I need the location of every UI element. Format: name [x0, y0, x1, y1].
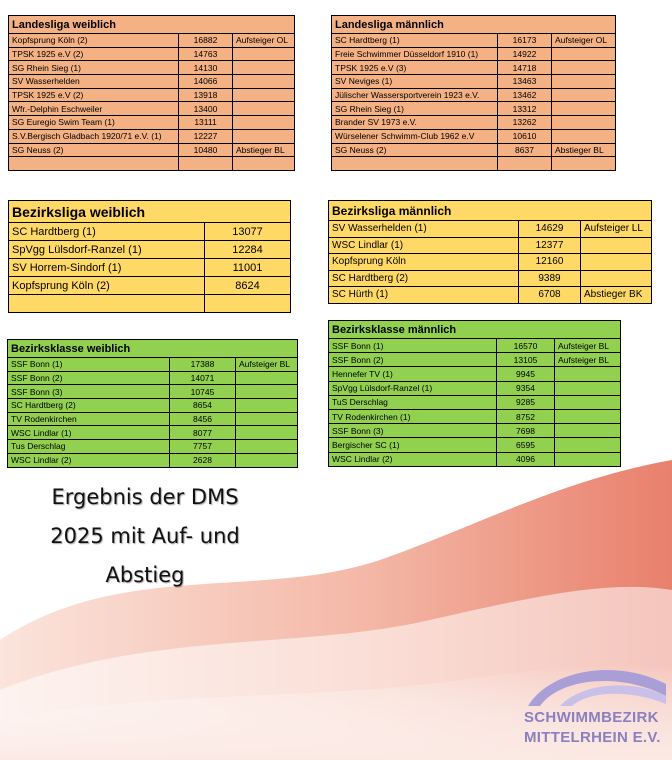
cell-note	[581, 254, 652, 271]
cell-note	[233, 157, 295, 171]
table-row	[9, 241, 291, 259]
cell-team: WSC Lindlar (2)	[329, 452, 497, 466]
table-title: Bezirksliga weiblich	[9, 201, 291, 223]
cell-points: 9285	[497, 395, 555, 409]
cell-points: 9389	[519, 270, 581, 287]
cell-points: 14071	[170, 371, 236, 385]
table-title-row	[329, 201, 652, 221]
cell-points: 13462	[498, 88, 552, 102]
cell-team: SpVgg Lülsdorf-Ranzel (1)	[9, 241, 205, 259]
cell-team: Hennefer TV (1)	[329, 367, 497, 381]
cell-note	[552, 61, 616, 75]
table-row	[8, 371, 298, 385]
cell-note	[233, 129, 295, 143]
cell-points: 7757	[170, 440, 236, 454]
table-row	[9, 34, 295, 48]
cell-team: SG Neuss (2)	[9, 143, 179, 157]
cell-team: SC Hardtberg (1)	[9, 223, 205, 241]
logo-line-1: SCHWIMMBEZIRK	[524, 709, 659, 726]
headline	[20, 478, 270, 595]
table-row	[329, 438, 621, 452]
table-row	[329, 353, 621, 367]
cell-team: Kopfsprung Köln (2)	[9, 34, 179, 48]
cell-team: Würselener Schwimm-Club 1962 e.V	[332, 129, 498, 143]
cell-points: 11001	[205, 259, 291, 277]
cell-points: 13463	[498, 75, 552, 89]
cell-note	[236, 385, 298, 399]
cell-points: 14763	[179, 47, 233, 61]
table-title-row	[9, 201, 291, 223]
table-row	[332, 47, 616, 61]
table-row	[9, 295, 291, 313]
table-title: Bezirksklasse weiblich	[8, 340, 298, 358]
cell-points	[498, 157, 552, 171]
headline-line-1: Ergebnis der DMS	[51, 485, 239, 509]
cell-note	[236, 440, 298, 454]
table-bezirksklasse-weiblich	[7, 339, 298, 468]
table-title-row	[329, 321, 621, 339]
cell-note	[555, 395, 621, 409]
cell-team: Brander SV 1973 e.V.	[332, 116, 498, 130]
cell-team: SSF Bonn (3)	[8, 385, 170, 399]
cell-team: Jülischer Wassersportverein 1923 e.V.	[332, 88, 498, 102]
cell-team: SV Wasserhelden (1)	[329, 221, 519, 238]
table-row	[332, 143, 616, 157]
table-title: Bezirksliga männlich	[329, 201, 652, 221]
cell-note: Aufsteiger BL	[236, 358, 298, 372]
table-title: Landesliga männlich	[332, 16, 616, 34]
table-title-row	[9, 16, 295, 34]
table-row	[332, 157, 616, 171]
cell-team: SC Hardtberg (2)	[8, 399, 170, 413]
table-row	[9, 143, 295, 157]
cell-team: SV Wasserhelden	[9, 75, 179, 89]
table-row	[329, 381, 621, 395]
table-row	[8, 358, 298, 372]
cell-points: 9354	[497, 381, 555, 395]
table-row	[329, 254, 652, 271]
cell-note: Abstieger BK	[581, 287, 652, 304]
cell-note	[233, 61, 295, 75]
cell-note	[581, 270, 652, 287]
headline-line-3: Abstieg	[105, 563, 185, 587]
cell-points: 10610	[498, 129, 552, 143]
cell-note	[552, 47, 616, 61]
cell-points: 16882	[179, 34, 233, 48]
cell-note	[233, 47, 295, 61]
cell-points: 8752	[497, 409, 555, 423]
cell-team: SV Neviges (1)	[332, 75, 498, 89]
cell-points: 14922	[498, 47, 552, 61]
table-bezirksliga-weiblich	[8, 200, 291, 313]
table-row	[332, 102, 616, 116]
cell-points: 12227	[179, 129, 233, 143]
cell-team: TPSK 1925 e.V (2)	[9, 88, 179, 102]
table-row	[329, 452, 621, 466]
cell-note	[552, 116, 616, 130]
table-row	[329, 367, 621, 381]
cell-points: 13312	[498, 102, 552, 116]
cell-points: 14130	[179, 61, 233, 75]
cell-note	[233, 116, 295, 130]
table-row	[329, 424, 621, 438]
cell-points: 16173	[498, 34, 552, 48]
cell-note	[233, 88, 295, 102]
cell-team: SC Hardtberg (1)	[332, 34, 498, 48]
cell-points: 6708	[519, 287, 581, 304]
table-row	[329, 287, 652, 304]
cell-note	[233, 102, 295, 116]
cell-points: 12377	[519, 237, 581, 254]
table-row	[329, 409, 621, 423]
cell-team: SSF Bonn (1)	[8, 358, 170, 372]
cell-team: Kopfsprung Köln	[329, 254, 519, 271]
table-row	[9, 88, 295, 102]
cell-note	[581, 237, 652, 254]
cell-team: SSF Bonn (1)	[329, 339, 497, 353]
cell-team: SG Rhein Sieg (1)	[332, 102, 498, 116]
cell-points: 7698	[497, 424, 555, 438]
cell-team: TV Rodenkirchen (1)	[329, 409, 497, 423]
cell-points: 8077	[170, 426, 236, 440]
table-row	[9, 75, 295, 89]
table-row	[9, 129, 295, 143]
cell-note: Aufsteiger BL	[555, 353, 621, 367]
cell-team: WSC Lindlar (2)	[8, 453, 170, 467]
cell-team: SG Euregio Swim Team (1)	[9, 116, 179, 130]
cell-points: 6595	[497, 438, 555, 452]
cell-points: 12160	[519, 254, 581, 271]
cell-note	[236, 412, 298, 426]
table-row	[329, 395, 621, 409]
cell-note	[555, 424, 621, 438]
cell-team: SSF Bonn (3)	[329, 424, 497, 438]
table-row	[329, 270, 652, 287]
cell-note	[236, 453, 298, 467]
cell-note: Aufsteiger OL	[233, 34, 295, 48]
table-title: Landesliga weiblich	[9, 16, 295, 34]
table-row	[329, 339, 621, 353]
cell-team: SG Neuss (2)	[332, 143, 498, 157]
table-row	[8, 440, 298, 454]
cell-note: Aufsteiger OL	[552, 34, 616, 48]
table-row	[332, 75, 616, 89]
cell-note	[555, 381, 621, 395]
cell-note	[555, 367, 621, 381]
cell-points: 14066	[179, 75, 233, 89]
cell-note	[555, 409, 621, 423]
cell-team: SV Horrem-Sindorf (1)	[9, 259, 205, 277]
cell-points: 8456	[170, 412, 236, 426]
table-title: Bezirksklasse männlich	[329, 321, 621, 339]
logo-text	[524, 708, 661, 748]
cell-points: 10480	[179, 143, 233, 157]
cell-team: TuS Derschlag	[329, 395, 497, 409]
logo-arc-icon	[520, 660, 670, 710]
cell-note	[552, 157, 616, 171]
table-row	[9, 259, 291, 277]
cell-note: Aufsteiger LL	[581, 221, 652, 238]
cell-points: 8654	[170, 399, 236, 413]
cell-note: Aufsteiger BL	[555, 339, 621, 353]
table-landesliga-maennlich	[331, 15, 616, 171]
cell-points: 13111	[179, 116, 233, 130]
cell-points: 12284	[205, 241, 291, 259]
cell-points	[179, 157, 233, 171]
cell-points: 9945	[497, 367, 555, 381]
table-row	[332, 116, 616, 130]
table-row	[329, 221, 652, 238]
cell-note	[555, 452, 621, 466]
cell-note	[552, 88, 616, 102]
cell-team: WSC Lindlar (1)	[329, 237, 519, 254]
cell-team: SSF Bonn (2)	[8, 371, 170, 385]
cell-team: SC Hardtberg (2)	[329, 270, 519, 287]
cell-points: 14718	[498, 61, 552, 75]
table-row	[332, 61, 616, 75]
table-row	[9, 116, 295, 130]
table-row	[9, 61, 295, 75]
table-row	[8, 412, 298, 426]
cell-note	[555, 438, 621, 452]
cell-team: WSC Lindlar (1)	[8, 426, 170, 440]
table-row	[8, 385, 298, 399]
cell-team: Tus Derschlag	[8, 440, 170, 454]
cell-points: 8624	[205, 277, 291, 295]
cell-points: 10745	[170, 385, 236, 399]
cell-team: Bergischer SC (1)	[329, 438, 497, 452]
cell-points: 13400	[179, 102, 233, 116]
cell-note	[552, 75, 616, 89]
cell-points: 13077	[205, 223, 291, 241]
cell-team: SSF Bonn (2)	[329, 353, 497, 367]
cell-team	[332, 157, 498, 171]
cell-team: SC Hürth (1)	[329, 287, 519, 304]
table-row	[9, 157, 295, 171]
cell-note: Abstieger BL	[233, 143, 295, 157]
cell-team: Wfr.-Delphin Eschweiler	[9, 102, 179, 116]
logo-line-2: MITTELRHEIN E.V.	[524, 729, 661, 746]
cell-note: Abstieger BL	[552, 143, 616, 157]
cell-note	[236, 426, 298, 440]
logo-schwimmbezirk	[520, 660, 670, 755]
headline-line-2: 2025 mit Auf- und	[50, 524, 240, 548]
cell-note	[236, 399, 298, 413]
cell-team: S.V.Bergisch Gladbach 1920/71 e.V. (1)	[9, 129, 179, 143]
table-row	[9, 223, 291, 241]
table-title-row	[8, 340, 298, 358]
table-row	[8, 399, 298, 413]
table-landesliga-weiblich	[8, 15, 295, 171]
cell-note	[552, 129, 616, 143]
table-bezirksklasse-maennlich	[328, 320, 621, 467]
table-row	[329, 237, 652, 254]
table-row	[8, 426, 298, 440]
cell-points	[205, 295, 291, 313]
cell-points: 16570	[497, 339, 555, 353]
table-row	[332, 88, 616, 102]
table-row	[9, 277, 291, 295]
cell-team: TV Rodenkirchen	[8, 412, 170, 426]
table-row	[332, 34, 616, 48]
cell-note	[552, 102, 616, 116]
cell-team: TPSK 1925 e.V (3)	[332, 61, 498, 75]
cell-points: 14629	[519, 221, 581, 238]
cell-points: 8637	[498, 143, 552, 157]
cell-points: 2628	[170, 453, 236, 467]
cell-points: 17388	[170, 358, 236, 372]
cell-points: 13105	[497, 353, 555, 367]
cell-team: SG Rhein Sieg (1)	[9, 61, 179, 75]
cell-team	[9, 157, 179, 171]
cell-team: Kopfsprung Köln (2)	[9, 277, 205, 295]
cell-points: 4096	[497, 452, 555, 466]
table-row	[332, 129, 616, 143]
cell-team: SpVgg Lülsdorf-Ranzel (1)	[329, 381, 497, 395]
table-row	[9, 102, 295, 116]
cell-points: 13918	[179, 88, 233, 102]
cell-note	[233, 75, 295, 89]
table-row	[8, 453, 298, 467]
cell-team: TPSK 1925 e.V (2)	[9, 47, 179, 61]
cell-points: 13262	[498, 116, 552, 130]
cell-note	[236, 371, 298, 385]
table-title-row	[332, 16, 616, 34]
cell-team	[9, 295, 205, 313]
table-bezirksliga-maennlich	[328, 200, 652, 304]
cell-team: Freie Schwimmer Düsseldorf 1910 (1)	[332, 47, 498, 61]
table-row	[9, 47, 295, 61]
